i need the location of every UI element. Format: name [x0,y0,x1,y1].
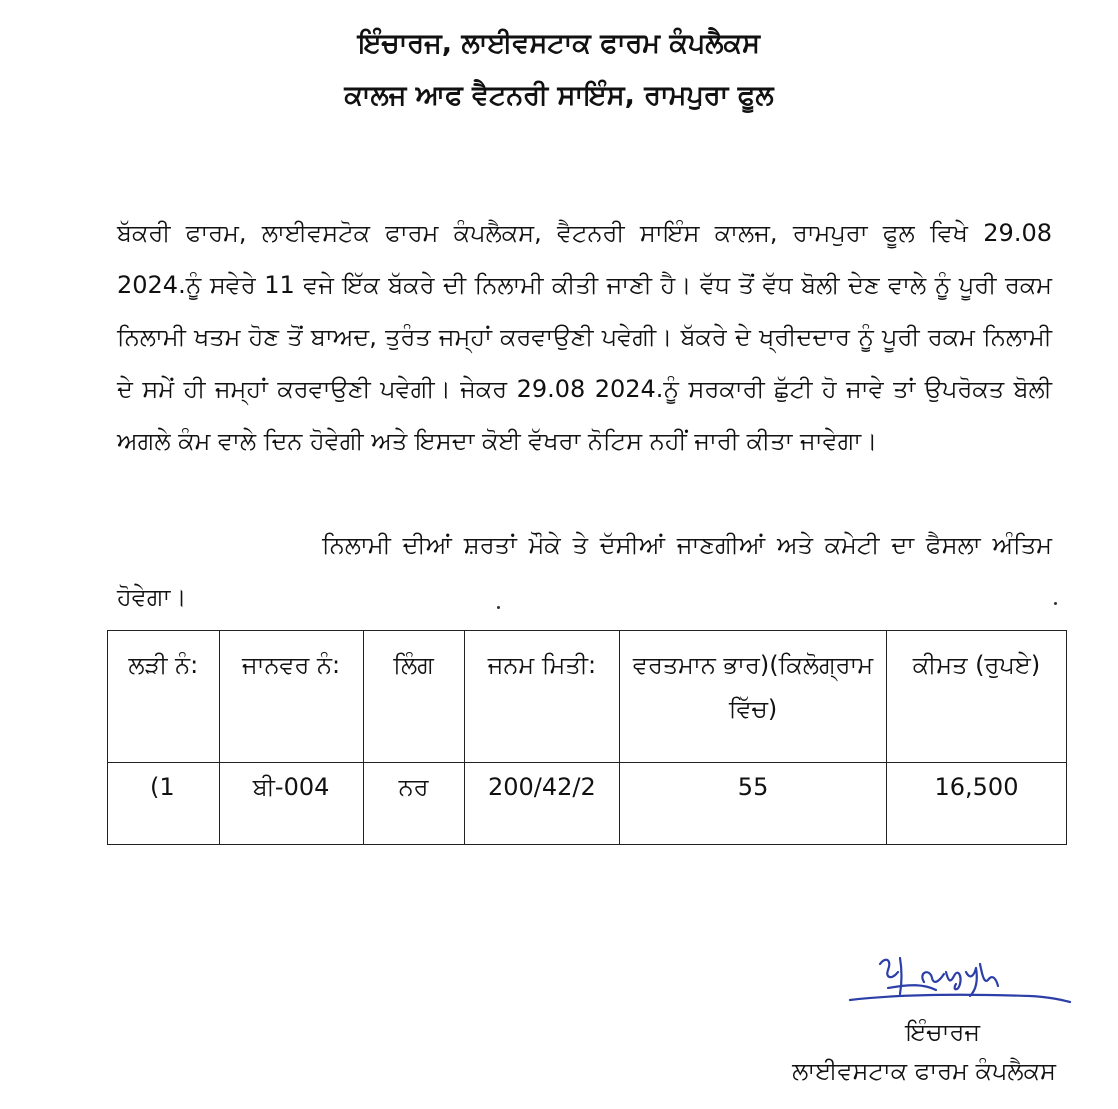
col-header-price: ਕੀਮਤ (ਰੁਪਏ) [886,631,1066,763]
scan-speck [1054,602,1057,605]
col-header-sex: ਲਿੰਗ [363,631,464,763]
table-header-row [108,631,1067,763]
signatory-department: ਲਾਈਵਸਟਾਕ ਫਾਰਮ ਕੰਪਲੈਕਸ [792,1057,1056,1085]
handwritten-signature [840,950,1080,1020]
cell-serial: (1 [108,763,220,845]
cell-price: 16,500 [886,763,1066,845]
header-subtitle: ਕਾਲਜ ਆਫ ਵੈਟਨਰੀ ਸਾਇੰਸ, ਰਾਮਪੁਰਾ ਫੂਲ [344,80,774,111]
cell-sex: ਨਰ [363,763,464,845]
signatory-title: ਇੰਚਾਰਜ [905,1018,980,1046]
cell-birth-date: 200/42/2 [464,763,620,845]
col-header-serial: ਲੜੀ ਨੰ: [108,631,220,763]
table-row [108,763,1067,845]
header-title: ਇੰਚਾਰਜ, ਲਾਈਵਸਟਾਕ ਫਾਰਮ ਕੰਪਲੈਕਸ [358,28,760,59]
terms-paragraph: ਨਿਲਾਮੀ ਦੀਆਂ ਸ਼ਰਤਾਂ ਮੌਕੇ ਤੇ ਦੱਸੀਆਂ ਜਾਣਗੀਆਂ ਅਤੇ ਕਮੇਟੀ ਦਾ ਫੈਸਲਾ ਅੰਤਿਮ ਹੋਵੇਗਾ। [117,531,1052,611]
cell-weight: 55 [620,763,887,845]
scan-speck [497,606,500,609]
col-header-weight: ਵਰਤਮਾਨ ਭਾਰ)(ਕਿਲੋਗ੍ਰਾਮ ਵਿੱਚ) [620,631,887,763]
notice-paragraph: ਬੱਕਰੀ ਫਾਰਮ, ਲਾਈਵਸਟੋਕ ਫਾਰਮ ਕੰਪਲੈਕਸ, ਵੈਟਨਰੀ ਸਾਇੰਸ ਕਾਲਜ, ਰਾਮਪੁਰਾ ਫੂਲ ਵਿਖੇ 29.08 2024.ਨੂੰ ਸਵੇਰੇ 11 ਵਜੇ ਇੱਕ ਬੱਕਰੇ ਦੀ ਨਿਲਾਮੀ ਕੀਤੀ ਜਾਣੀ ਹੈ। ਵੱਧ ਤੋਂ ਵੱਧ ਬੋਲੀ ਦੇਣ ਵਾਲੇ ਨੂੰ ਪੂਰੀ ਰਕਮ ਨਿਲਾਮੀ ਖਤਮ ਹੋਣ ਤੋਂ ਬਾਅਦ, ਤੁਰੰਤ ਜਮ੍ਹਾਂ ਕਰਵਾਉਣੀ ਪਵੇਗੀ। ਬੱਕਰੇ ਦੇ ਖ੍ਰੀਦਦਾਰ ਨੂੰ ਪੂਰੀ ਰਕਮ ਨਿਲਾਮੀ ਦੇ ਸਮੇਂ ਹੀ ਜਮ੍ਹਾਂ ਕਰਵਾਉਣੀ ਪਵੇਗੀ। ਜੇਕਰ 29.08 2024.ਨੂੰ ਸਰਕਾਰੀ ਛੁੱਟੀ ਹੋ ਜਾਵੇ ਤਾਂ ਉਪਰੋਕਤ ਬੋਲੀ ਅਗਲੇ ਕੰਮ ਵਾਲੇ ਦਿਨ ਹੋਵੇਗੀ ਅਤੇ ਇਸਦਾ ਕੋਈ ਵੱਖਰਾ ਨੋਟਿਸ ਨਹੀਂ ਜਾਰੀ ਕੀਤਾ ਜਾਵੇਗਾ। [117,219,1052,455]
cell-animal-no: ਬੀ-004 [219,763,363,845]
col-header-animal-no: ਜਾਨਵਰ ਨੰ: [219,631,363,763]
goat-auction-table [107,630,1067,845]
col-header-birth-date: ਜਨਮ ਮਿਤੀ: [464,631,620,763]
